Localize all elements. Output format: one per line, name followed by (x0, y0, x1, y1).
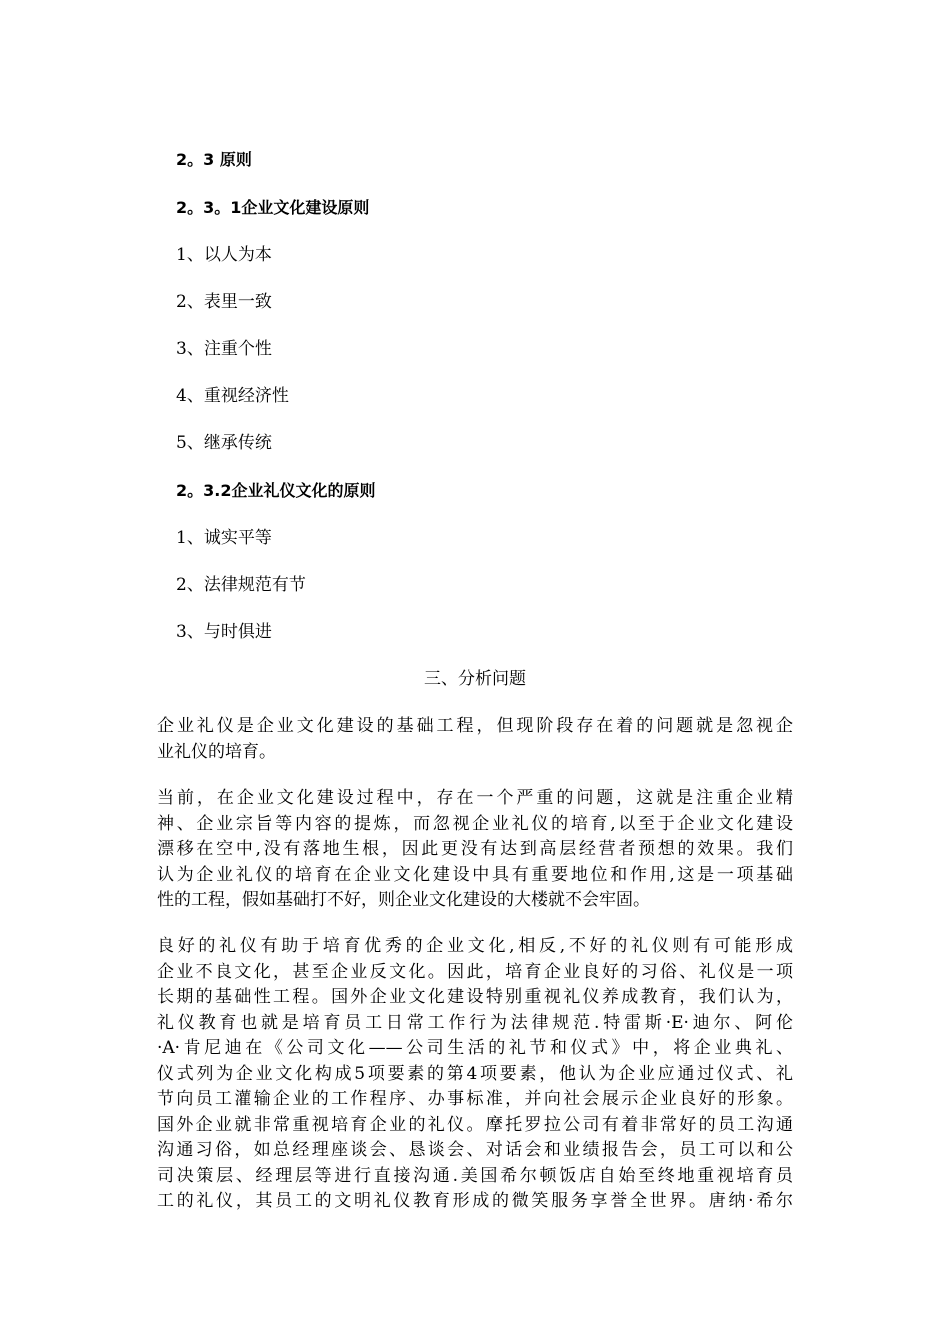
list-item: 1、以人为本 (176, 245, 272, 265)
paragraph-line: 漂移在空中,没有落地生根，因此更没有达到高层经营者预想的效果。我们 (157, 839, 793, 859)
heading-2-3-1: 2。3。1企业文化建设原则 (176, 198, 370, 217)
paragraph-3 (157, 934, 793, 1215)
paragraph-line: 长期的基础性工程。国外企业文化建设特别重视礼仪养成教育，我们认为， (157, 987, 793, 1007)
list-item: 2、表里一致 (176, 292, 272, 312)
paragraph-line: 神、企业宗旨等内容的提炼，而忽视企业礼仪的培育,以至于企业文化建设 (157, 813, 793, 834)
paragraph-line: 仪式列为企业文化构成5项要素的第4项要素，他认为企业应通过仪式、礼 (157, 1063, 793, 1084)
paragraph-line: 国外企业就非常重视培育企业的礼仪。摩托罗拉公司有着非常好的员工沟通 (157, 1114, 793, 1135)
paragraph-line: 工的礼仪，其员工的文明礼仪教育形成的微笑服务享誉全世界。唐纳·希尔 (157, 1191, 793, 1211)
paragraph-line: 当前，在企业文化建设过程中，存在一个严重的问题，这就是注重企业精 (157, 788, 793, 808)
paragraph-line: 业礼仪的培育。 (157, 741, 276, 762)
paragraph-line: 良好的礼仪有助于培育优秀的企业文化,相反,不好的礼仪则有可能形成 (157, 936, 793, 956)
heading-2-3: 2。3 原则 (176, 150, 252, 169)
paragraph-line: 节向员工灌输企业的工作程序、办事标准，并向社会展示企业良好的形象。 (157, 1089, 793, 1109)
paragraph-line: 性的工程，假如基础打不好，则企业文化建设的大楼就不会牢固。 (157, 890, 650, 910)
paragraph-line: ·A·肯尼迪在《公司文化——公司生活的礼节和仪式》中，将企业典礼、 (157, 1038, 793, 1058)
paragraph-2 (157, 786, 793, 914)
list-item: 5、继承传统 (176, 433, 272, 453)
paragraph-line: 沟通习俗，如总经理座谈会、恳谈会、对话会和业绩报告会，员工可以和公 (157, 1140, 793, 1160)
list-item: 3、注重个性 (176, 339, 272, 359)
list-item: 3、与时俱进 (176, 622, 272, 642)
paragraph-line: 司决策层、经理层等进行直接沟通.美国希尔顿饭店自始至终地重视培育员 (157, 1165, 793, 1186)
list-item: 2、法律规范有节 (176, 575, 306, 595)
paragraph-line: 认为企业礼仪的培育在企业文化建设中具有重要地位和作用,这是一项基础 (157, 864, 793, 885)
paragraph-line: 企业礼仪是企业文化建设的基础工程，但现阶段存在着的问题就是忽视企 (157, 716, 793, 736)
list-item: 4、重视经济性 (176, 386, 289, 406)
paragraph-1 (157, 714, 793, 765)
list-item: 1、诚实平等 (176, 528, 272, 548)
heading-2-3-2: 2。3.2企业礼仪文化的原则 (176, 481, 376, 500)
paragraph-line: 礼仪教育也就是培育员工日常工作行为法律规范.特雷斯·E·迪尔、阿伦 (157, 1012, 793, 1033)
paragraph-line: 企业不良文化，甚至企业反文化。因此，培育企业良好的习俗、礼仪是一项 (157, 961, 793, 982)
section-title: 三、分析问题 (424, 669, 526, 689)
